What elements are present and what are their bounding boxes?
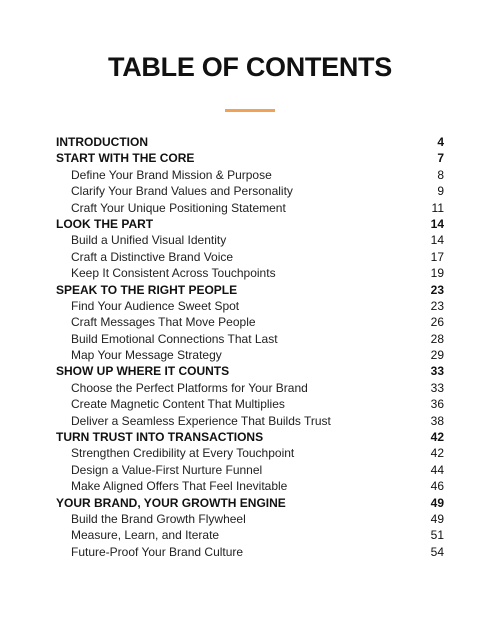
table-of-contents (56, 134, 444, 560)
toc-entry-label: Find Your Audience Sweet Spot (71, 298, 240, 313)
toc-entry-page-number: 51 (430, 528, 444, 543)
toc-subsection-entry[interactable] (56, 298, 444, 314)
toc-entry-page-number: 28 (430, 331, 444, 346)
toc-entry-label: Deliver a Seamless Experience That Builds Trust (71, 413, 331, 428)
toc-entry-label: Measure, Learn, and Iterate (71, 528, 220, 543)
toc-entry-label: Future-Proof Your Brand Culture (71, 544, 244, 559)
toc-entry-label: Craft Your Unique Positioning Statement (71, 200, 286, 215)
toc-section-entry[interactable] (56, 495, 444, 511)
toc-entry-label: Choose the Perfect Platforms for Your Brand (71, 380, 308, 395)
toc-entry-page-number: 8 (437, 167, 444, 182)
toc-subsection-entry[interactable] (56, 200, 444, 216)
toc-entry-page-number: 42 (430, 446, 444, 461)
toc-entry-page-number: 7 (437, 151, 444, 166)
toc-entry-label: Clarify Your Brand Values and Personality (71, 184, 293, 199)
toc-subsection-entry[interactable] (56, 249, 444, 265)
toc-entry-label: SHOW UP WHERE IT COUNTS (56, 364, 230, 379)
page-title: TABLE OF CONTENTS (108, 52, 392, 82)
toc-subsection-entry[interactable] (56, 462, 444, 478)
toc-subsection-entry[interactable] (56, 265, 444, 281)
toc-subsection-entry[interactable] (56, 511, 444, 527)
toc-entry-label: Make Aligned Offers That Feel Inevitable (71, 479, 288, 494)
toc-entry-label: YOUR BRAND, YOUR GROWTH ENGINE (56, 495, 286, 510)
toc-subsection-entry[interactable] (56, 445, 444, 461)
toc-entry-page-number: 11 (431, 200, 444, 215)
toc-entry-page-number: 49 (430, 511, 444, 526)
toc-entry-page-number: 26 (430, 315, 444, 330)
toc-subsection-entry[interactable] (56, 413, 444, 429)
toc-entry-label: SPEAK TO THE RIGHT PEOPLE (56, 282, 238, 297)
toc-entry-page-number: 14 (430, 216, 444, 231)
toc-entry-label: Craft a Distinctive Brand Voice (71, 249, 234, 264)
toc-entry-label: Keep It Consistent Across Touchpoints (71, 266, 276, 281)
toc-subsection-entry[interactable] (56, 380, 444, 396)
toc-entry-page-number: 54 (430, 544, 444, 559)
toc-entry-label: LOOK THE PART (56, 216, 154, 231)
toc-subsection-entry[interactable] (56, 544, 444, 560)
toc-subsection-entry[interactable] (56, 314, 444, 330)
toc-entry-page-number: 38 (430, 413, 444, 428)
toc-entry-page-number: 46 (430, 479, 444, 494)
toc-entry-label: Map Your Message Strategy (71, 348, 222, 363)
toc-subsection-entry[interactable] (56, 347, 444, 363)
toc-entry-label: TURN TRUST INTO TRANSACTIONS (56, 430, 264, 445)
toc-entry-label: Craft Messages That Move People (71, 315, 256, 330)
toc-entry-page-number: 19 (430, 266, 444, 281)
toc-entry-label: Build the Brand Growth Flywheel (71, 511, 246, 526)
toc-section-entry[interactable] (56, 429, 444, 445)
toc-entry-page-number: 14 (430, 233, 444, 248)
toc-section-entry[interactable] (56, 134, 444, 150)
toc-entry-label: Design a Value-First Nurture Funnel (71, 462, 263, 477)
toc-subsection-entry[interactable] (56, 167, 444, 183)
toc-entry-page-number: 23 (430, 298, 444, 313)
toc-entry-label: Define Your Brand Mission & Purpose (71, 167, 272, 182)
toc-entry-page-number: 4 (437, 135, 444, 149)
toc-entry-label: Strengthen Credibility at Every Touchpoint (71, 446, 295, 461)
toc-subsection-entry[interactable] (56, 331, 444, 347)
toc-entry-page-number: 42 (430, 430, 444, 445)
toc-section-entry[interactable] (56, 216, 444, 232)
toc-entry-label: INTRODUCTION (56, 135, 148, 149)
toc-entry-page-number: 33 (430, 380, 444, 395)
toc-entry-page-number: 33 (430, 364, 444, 379)
toc-entry-page-number: 9 (437, 184, 444, 199)
toc-section-entry[interactable] (56, 150, 444, 166)
toc-entry-page-number: 17 (430, 249, 444, 264)
toc-entry-label: START WITH THE CORE (56, 151, 195, 166)
toc-entry-page-number: 29 (430, 348, 444, 363)
toc-subsection-entry[interactable] (56, 183, 444, 199)
title-underline (225, 109, 275, 112)
toc-entry-page-number: 44 (430, 462, 444, 477)
toc-entry-label: Create Magnetic Content That Multiplies (71, 397, 285, 412)
toc-entry-page-number: 49 (430, 495, 444, 510)
toc-section-entry[interactable] (56, 282, 444, 298)
toc-entry-label: Build a Unified Visual Identity (71, 233, 227, 248)
toc-entry-page-number: 23 (430, 282, 444, 297)
toc-entry-label: Build Emotional Connections That Last (71, 331, 278, 346)
toc-subsection-entry[interactable] (56, 478, 444, 494)
toc-section-entry[interactable] (56, 363, 444, 379)
toc-subsection-entry[interactable] (56, 527, 444, 543)
toc-entry-page-number: 36 (430, 397, 444, 412)
toc-subsection-entry[interactable] (56, 396, 444, 412)
toc-subsection-entry[interactable] (56, 232, 444, 248)
